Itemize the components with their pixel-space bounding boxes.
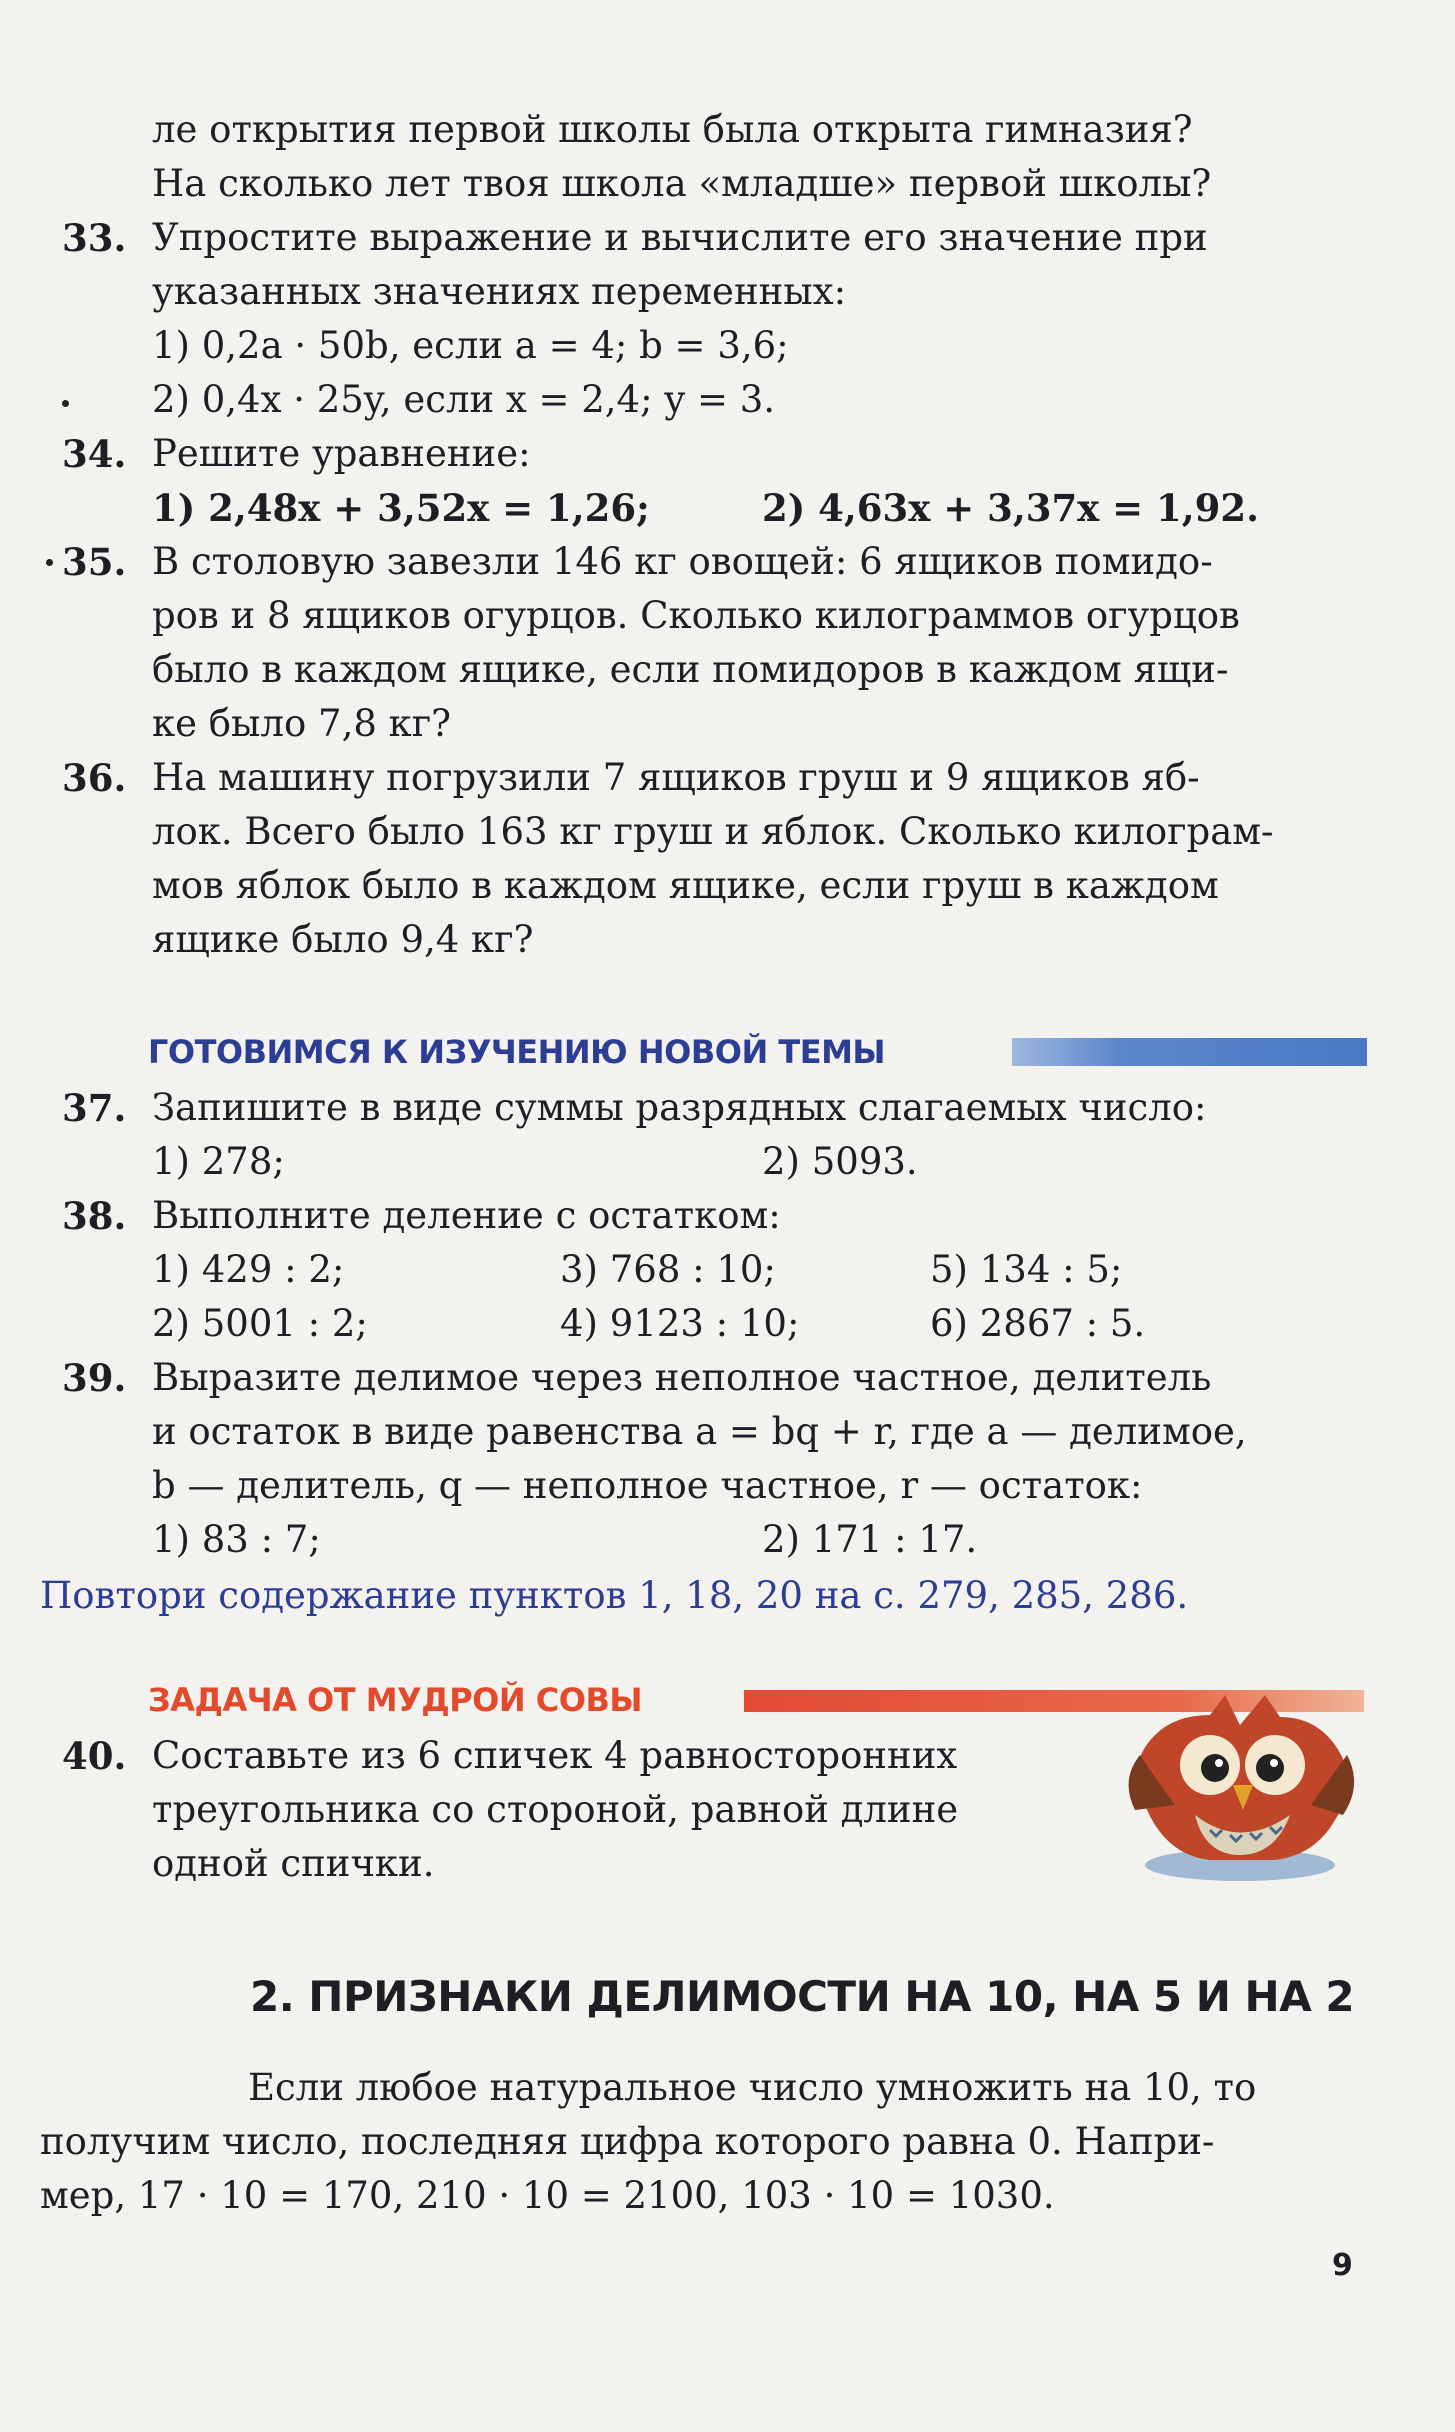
section-2-title: 2. ПРИЗНАКИ ДЕЛИМОСТИ НА 10, НА 5 И НА 2 <box>250 1972 1355 2021</box>
problem-40-line-3: одной спички. <box>152 1842 435 1885</box>
problem-36-line-2: лок. Всего было 163 кг груш и яблок. Сколько килограм- <box>152 810 1274 853</box>
problem-38-item-2: 2) 5001 : 2; <box>152 1302 368 1345</box>
problem-36-number: 36. <box>62 756 127 800</box>
problem-36-line-4: ящике было 9,4 кг? <box>152 918 534 961</box>
problem-37-item-2: 2) 5093. <box>762 1140 918 1183</box>
intro-line-1: ле открытия первой школы была открыта гимназия? <box>152 108 1193 151</box>
problem-35-number: 35. <box>62 540 127 584</box>
problem-39-line-1: Выразите делимое через неполное частное, делитель <box>152 1356 1212 1399</box>
problem-38-item-1: 1) 429 : 2; <box>152 1248 345 1291</box>
problem-34-text: Решите уравнение: <box>152 432 531 475</box>
problem-39-number: 39. <box>62 1356 127 1400</box>
margin-mark <box>46 559 53 566</box>
problem-39-item-1: 1) 83 : 7; <box>152 1518 321 1561</box>
problem-40-number: 40. <box>62 1734 127 1778</box>
problem-36-line-3: мов яблок было в каждом ящике, если груш в каждом <box>152 864 1219 907</box>
problem-35-line-3: было в каждом ящике, если помидоров в каждом ящи- <box>152 648 1229 691</box>
problem-38-item-4: 4) 9123 : 10; <box>560 1302 800 1345</box>
body-line-2: получим число, последняя цифра которого равна 0. Напри- <box>40 2120 1215 2163</box>
problem-33-item-2: 2) 0,4x · 25y, если x = 2,4; y = 3. <box>152 378 776 421</box>
problem-33-item-1: 1) 0,2a · 50b, если a = 4; b = 3,6; <box>152 324 789 367</box>
problem-34-equation-1: 1) 2,48x + 3,52x = 1,26; <box>152 486 650 530</box>
problem-34-number: 34. <box>62 432 127 476</box>
problem-35-line-4: ке было 7,8 кг? <box>152 702 451 745</box>
problem-39-item-2: 2) 171 : 17. <box>762 1518 978 1561</box>
problem-38-number: 38. <box>62 1194 127 1238</box>
section-heading-owl: ЗАДАЧА ОТ МУДРОЙ СОВЫ <box>148 1681 643 1719</box>
body-line-1: Если любое натуральное число умножить на 10, то <box>248 2066 1257 2109</box>
intro-line-2: На сколько лет твоя школа «младше» первой школы? <box>152 162 1212 205</box>
problem-37-text: Запишите в виде суммы разрядных слагаемых число: <box>152 1086 1207 1129</box>
problem-39-line-3: b — делитель, q — неполное частное, r — остаток: <box>152 1464 1143 1507</box>
problem-38-item-3: 3) 768 : 10; <box>560 1248 776 1291</box>
section-bar-blue <box>1012 1038 1367 1066</box>
problem-33-line-2: указанных значениях переменных: <box>152 270 847 313</box>
problem-36-line-1: На машину погрузили 7 ящиков груш и 9 ящиков яб- <box>152 756 1200 799</box>
problem-35-line-1: В столовую завезли 146 кг овощей: 6 ящиков помидо- <box>152 540 1213 583</box>
problem-38-item-5: 5) 134 : 5; <box>930 1248 1123 1291</box>
problem-34-equation-2: 2) 4,63x + 3,37x = 1,92. <box>762 486 1260 530</box>
page-number: 9 <box>1332 2248 1353 2283</box>
problem-35-line-2: ров и 8 ящиков огурцов. Сколько килограммов огурцов <box>152 594 1240 637</box>
body-line-3: мер, 17 · 10 = 170, 210 · 10 = 2100, 103 · 10 = 1030. <box>40 2174 1055 2217</box>
review-note: Повтори содержание пунктов 1, 18, 20 на с. 279, 285, 286. <box>40 1574 1189 1617</box>
section-heading-prepare: ГОТОВИМСЯ К ИЗУЧЕНИЮ НОВОЙ ТЕМЫ <box>148 1033 886 1071</box>
problem-38-text: Выполните деление с остатком: <box>152 1194 781 1237</box>
problem-33-number: 33. <box>62 216 127 260</box>
margin-mark <box>62 400 69 407</box>
problem-38-item-6: 6) 2867 : 5. <box>930 1302 1146 1345</box>
problem-40-line-2: треугольника со стороной, равной длине <box>152 1788 959 1831</box>
problem-39-line-2: и остаток в виде равенства a = bq + r, где a — делимое, <box>152 1410 1247 1453</box>
problem-37-number: 37. <box>62 1086 127 1130</box>
problem-40-line-1: Составьте из 6 спичек 4 равносторонних <box>152 1734 958 1777</box>
owl-illustration <box>1115 1655 1365 1895</box>
problem-33-line-1: Упростите выражение и вычислите его значение при <box>152 216 1208 259</box>
problem-37-item-1: 1) 278; <box>152 1140 285 1183</box>
